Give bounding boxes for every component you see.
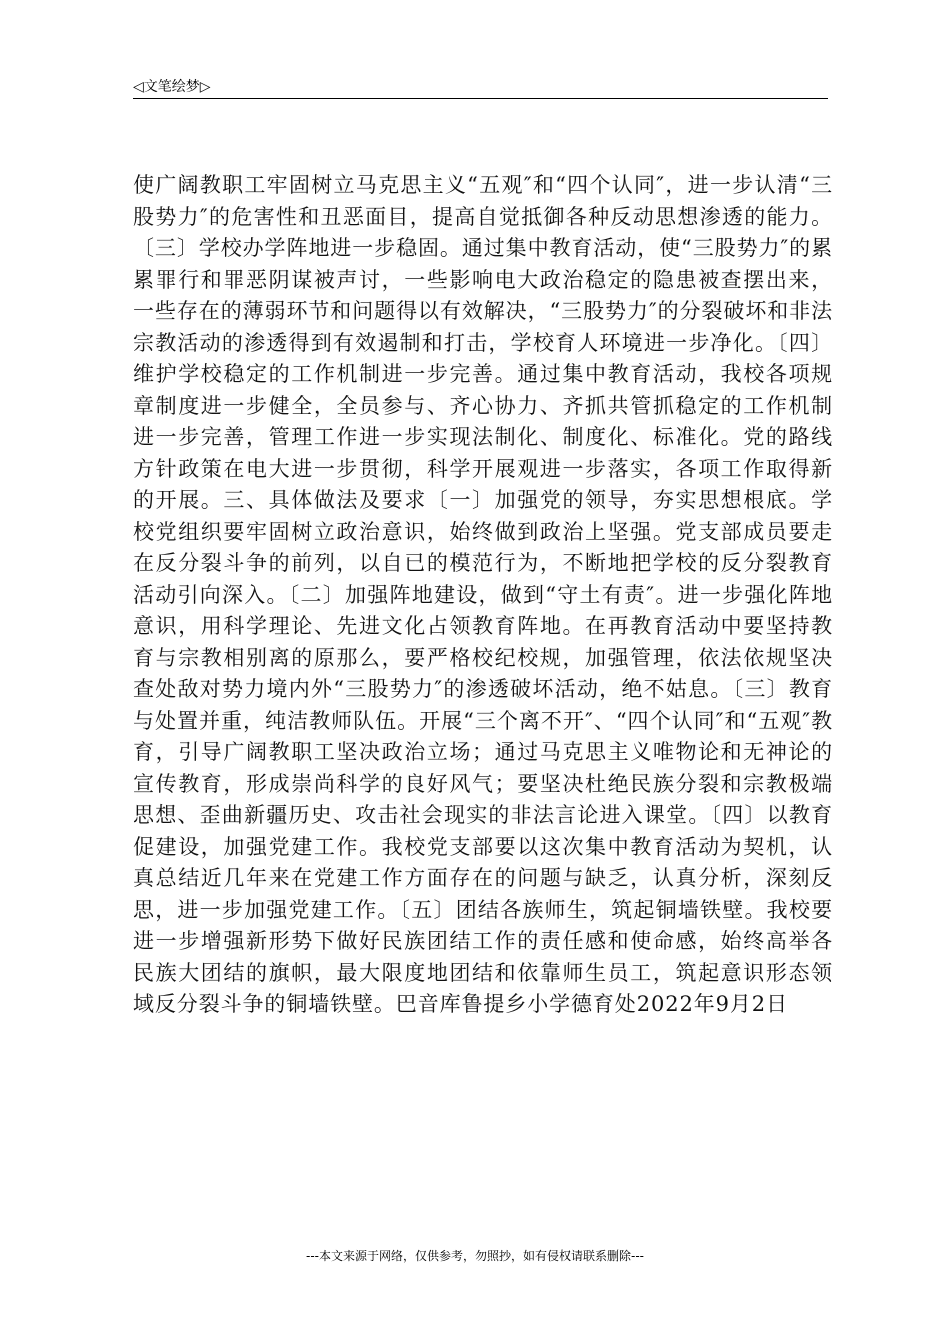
page-header bbox=[133, 72, 828, 99]
header-title: ◁文笔绘梦▷ bbox=[133, 79, 211, 95]
document-body-text: 使广阔教职工牢固树立马克思主义“五观″和“四个认同″，进一步认清“三股势力″的危害性和丑恶面目，提高自觉抵御各种反动思想渗透的能力。〔三〕学校办学阵地进一步稳固。通过集中教育活动，使“三股势力″的累累罪行和罪恶阴谋被声讨，一些影响电大政治稳定的隐患被查摆出来，一些存在的薄弱环节和问题得以有效解决，“三股势力″的分裂破坏和非法宗教活动的渗透得到有效遏制和打击，学校育人环境进一步净化。〔四〕维护学校稳定的工作机制进一步完善。通过集中教育活动，我校各项规章制度进一步健全，全员参与、齐心协力、齐抓共管抓稳定的工作机制进一步完善，管理工作进一步实现法制化、制度化、标准化。党的路线方针政策在电大进一步贯彻，科学开展观进一步落实，各项工作取得新的开展。三、具体做法及要求〔一〕加强党的领导，夯实思想根底。学校党组织要牢固树立政治意识，始终做到政治上坚强。党支部成员要走在反分裂斗争的前列，以自已的模范行为，不断地把学校的反分裂教育活动引向深入。〔二〕加强阵地建设，做到“守土有责″。进一步强化阵地意识，用科学理论、先进文化占领教育阵地。在再教育活动中要坚持教育与宗教相别离的原那么，要严格校纪校规，加强管理，依法依规坚决查处敌对势力境内外“三股势力″的渗透破坏活动，绝不姑息。〔三〕教育与处置并重，纯洁教师队伍。开展“三个离不开″、“四个认同″和“五观″教育，引导广阔教职工坚决政治立场；通过马克思主义唯物论和无神论的宣传教育，形成崇尚科学的良好风气；要坚决杜绝民族分裂和宗教极端思想、歪曲新疆历史、攻击社会现实的非法言论进入课堂。〔四〕以教育促建设，加强党建工作。我校党支部要以这次集中教育活动为契机，认真总结近几年来在党建工作方面存在的问题与缺乏，认真分析，深刻反思，进一步加强党建工作。〔五〕团结各族师生，筑起铜墙铁壁。我校要进一步增强新形势下做好民族团结工作的责任感和使命感，始终高举各民族大团结的旗帜，最大限度地团结和依靠师生员工，筑起意识形态领域反分裂斗争的铜墙铁壁。巴音库鲁提乡小学德育处2022年9月2日 bbox=[133, 173, 833, 1016]
page-footer-notice: ---本文来源于网络，仅供参考，勿照抄，如有侵权请联系删除--- bbox=[306, 1249, 644, 1263]
